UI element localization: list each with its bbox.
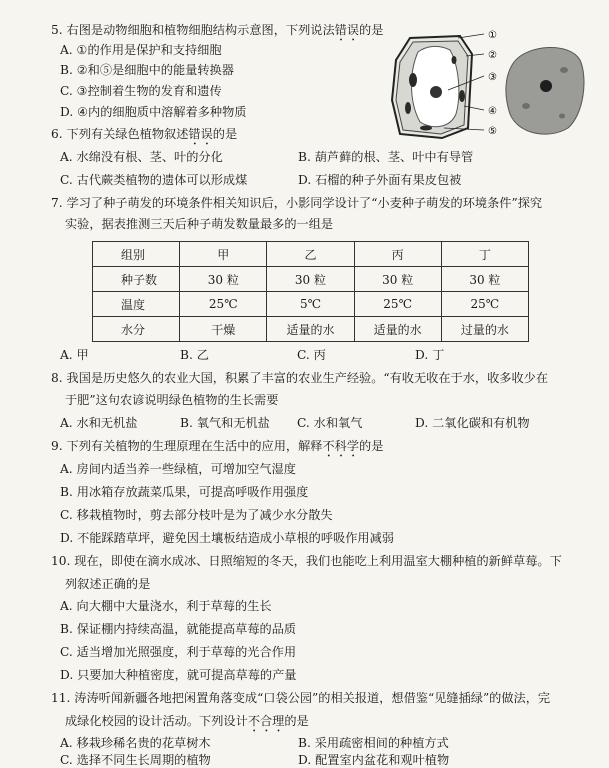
q11-stem-line2: 成绿化校园的设计活动。下列设计不合理的是 bbox=[65, 714, 309, 728]
label-3: ③ bbox=[488, 72, 497, 83]
q5-option-d: D. ④内的细胞质中溶解着多种物质 bbox=[60, 105, 247, 119]
table-cell: 乙 bbox=[267, 242, 354, 267]
q8-stem-line2: 于肥”这句农谚说明绿色植物的生长需要 bbox=[65, 393, 279, 407]
q6-option-b: B. 葫芦藓的根、茎、叶中有导管 bbox=[298, 150, 474, 164]
q8-option-a: A. 水和无机盐 bbox=[60, 416, 138, 430]
table-row bbox=[93, 292, 529, 317]
q6-option-c: C. 古代蕨类植物的遗体可以形成煤 bbox=[60, 173, 248, 187]
q5-stem: 5. 右图是动物细胞和植物细胞结构示意图，下列说法错误的是 bbox=[51, 23, 384, 37]
q7-stem-line2: 实验，据表推测三天后种子萌发数量最多的一组是 bbox=[65, 217, 334, 231]
table-cell: 甲 bbox=[180, 242, 267, 267]
q8-option-d: D. 二氧化碳和有机物 bbox=[415, 416, 530, 430]
q7-option-d: D. 丁 bbox=[415, 348, 445, 362]
label-5: ⑤ bbox=[488, 126, 497, 137]
q5-option-c: C. ③控制着生物的发育和遗传 bbox=[60, 84, 222, 98]
q8-option-c: C. 水和氧气 bbox=[297, 416, 363, 430]
cell-structure-figure bbox=[388, 30, 588, 142]
animal-cell-icon bbox=[506, 47, 584, 134]
q11-option-d: D. 配置室内盆花和观叶植物 bbox=[298, 753, 450, 767]
table-cell: 25℃ bbox=[441, 292, 528, 317]
q10-option-d: D. 只要加大种植密度，就可提高草莓的产量 bbox=[60, 668, 297, 682]
q9-option-b: B. 用冰箱存放蔬菜瓜果，可提高呼吸作用强度 bbox=[60, 485, 309, 499]
q11-option-c: C. 选择不同生长周期的植物 bbox=[60, 753, 211, 767]
table-cell: 丙 bbox=[354, 242, 441, 267]
experiment-table bbox=[92, 241, 529, 342]
table-cell: 干燥 bbox=[180, 317, 267, 342]
table-cell: 种子数 bbox=[93, 267, 180, 292]
q10-option-b: B. 保证棚内持续高温，就能提高草莓的品质 bbox=[60, 622, 297, 636]
table-cell: 5℃ bbox=[267, 292, 354, 317]
q6-option-a: A. 水绵没有根、茎、叶的分化 bbox=[60, 150, 223, 164]
q6-option-d: D. 石榴的种子外面有果皮包被 bbox=[298, 173, 462, 187]
table-header-row bbox=[93, 242, 529, 267]
label-1: ① bbox=[488, 30, 497, 41]
q10-option-c: C. 适当增加光照强度，利于草莓的光合作用 bbox=[60, 645, 297, 659]
q11-option-b: B. 采用疏密相间的种植方式 bbox=[298, 736, 449, 750]
table-row bbox=[93, 267, 529, 292]
q11-stem-line1: 11. 涛涛听闻新疆各地把闲置角落变成“口袋公园”的相关报道，想借鉴“见缝插绿”的做法，完 bbox=[51, 691, 551, 705]
table-cell: 水分 bbox=[93, 317, 180, 342]
q9-option-c: C. 移栽植物时，剪去部分枝叶是为了减少水分散失 bbox=[60, 508, 333, 522]
table-cell: 30 粒 bbox=[267, 267, 354, 292]
q5-emphasis: 错误 bbox=[334, 23, 360, 37]
q5-option-a: A. ①的作用是保护和支持细胞 bbox=[60, 43, 222, 57]
q7-option-c: C. 丙 bbox=[297, 348, 326, 362]
table-cell: 过量的水 bbox=[441, 317, 528, 342]
q11-option-a: A. 移栽珍稀名贵的花草树木 bbox=[60, 736, 211, 750]
q6-emphasis: 错误 bbox=[188, 127, 213, 141]
q7-option-b: B. 乙 bbox=[180, 348, 209, 362]
table-cell: 适量的水 bbox=[354, 317, 441, 342]
q6-stem: 6. 下列有关绿色植物叙述错误的是 bbox=[51, 127, 238, 141]
table-cell: 30 粒 bbox=[180, 267, 267, 292]
table-cell: 30 粒 bbox=[441, 267, 528, 292]
q10-option-a: A. 向大棚中大量浇水，利于草莓的生长 bbox=[60, 599, 272, 613]
q9-stem: 9. 下列有关植物的生理原理在生活中的应用，解释不科学的是 bbox=[51, 439, 384, 453]
q9-option-d: D. 不能踩踏草坪，避免因土壤板结造成小草根的呼吸作用减弱 bbox=[60, 531, 394, 545]
q8-option-b: B. 氧气和无机盐 bbox=[180, 416, 270, 430]
q11-emphasis: 不合理 bbox=[247, 714, 285, 728]
table-cell: 适量的水 bbox=[267, 317, 354, 342]
plant-cell-icon bbox=[392, 36, 472, 138]
label-4: ④ bbox=[488, 106, 497, 117]
table-cell: 25℃ bbox=[354, 292, 441, 317]
q5-option-b: B. ②和⑤是细胞中的能量转换器 bbox=[60, 63, 234, 77]
table-row bbox=[93, 317, 529, 342]
q9-option-a: A. 房间内适当养一些绿植，可增加空气湿度 bbox=[60, 462, 296, 476]
q10-stem-line1: 10. 现在，即使在滴水成冰、日照缩短的冬天，我们也能吃上利用温室大棚种植的新鲜草莓。下 bbox=[51, 554, 562, 568]
table-cell: 组别 bbox=[93, 242, 180, 267]
q7-option-a: A. 甲 bbox=[60, 348, 89, 362]
table-cell: 丁 bbox=[441, 242, 528, 267]
q10-stem-line2: 列叙述正确的是 bbox=[65, 577, 151, 591]
q9-emphasis: 不科学 bbox=[322, 439, 360, 453]
q7-stem-line1: 7. 学习了种子萌发的环境条件相关知识后，小影同学设计了“小麦种子萌发的环境条件”探究 bbox=[51, 196, 543, 210]
table-cell: 温度 bbox=[93, 292, 180, 317]
table-cell: 25℃ bbox=[180, 292, 267, 317]
table-cell: 30 粒 bbox=[354, 267, 441, 292]
q8-stem-line1: 8. 我国是历史悠久的农业大国，积累了丰富的农业生产经验。“有收无收在于水，收多收少在 bbox=[51, 371, 549, 385]
label-2: ② bbox=[488, 50, 497, 61]
